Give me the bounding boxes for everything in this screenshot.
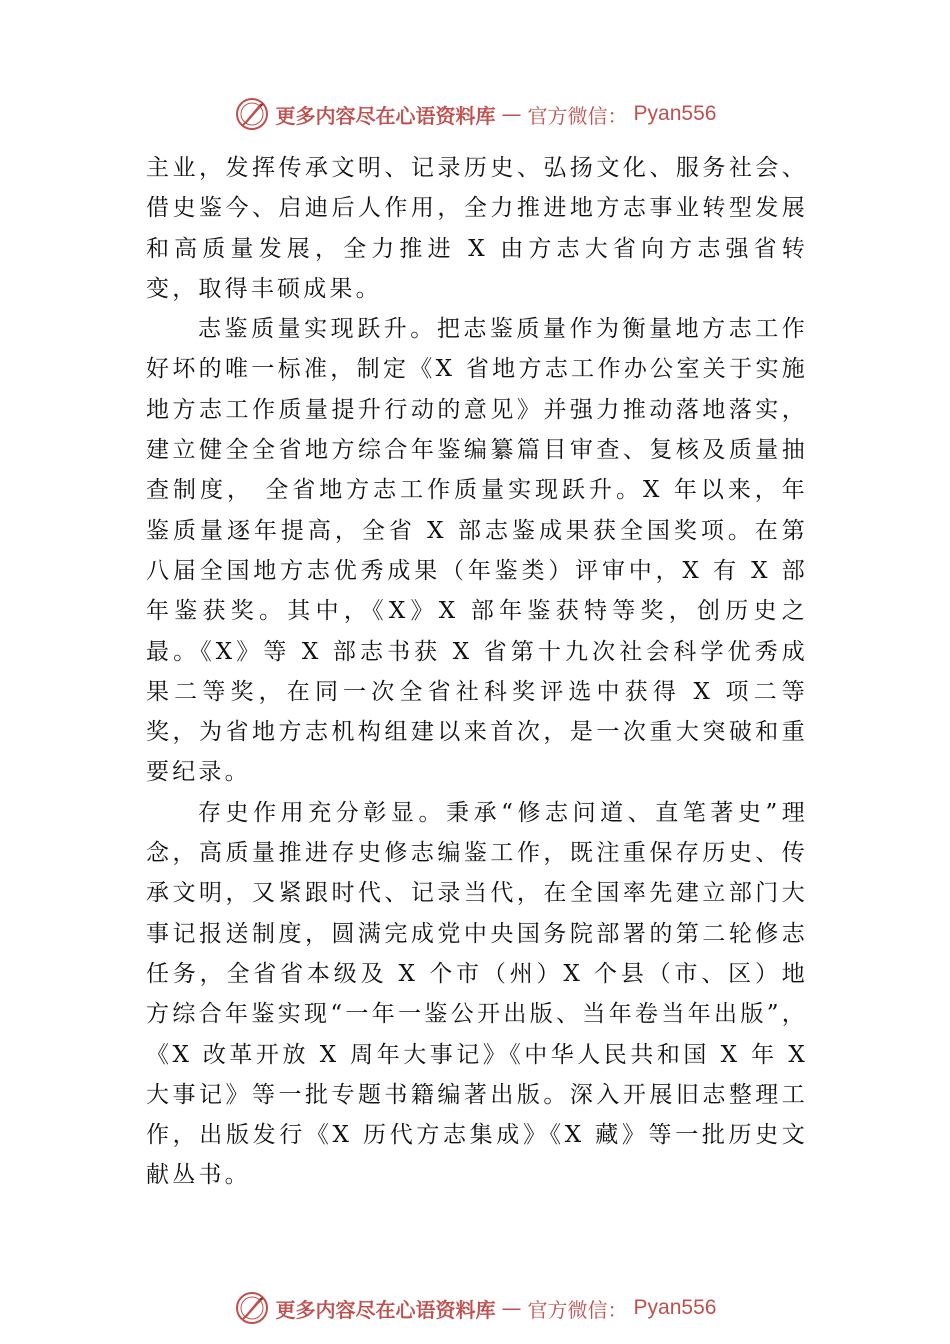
paragraph-2: 志鉴质量实现跃升。把志鉴质量作为衡量地方志工作好坏的唯一标准，制定《X 省地方志工作办公室关于实施地方志工作质量提升行动的意见》并强力推动落地落实，建立健全全省地方综合年鉴编纂篇目审查、复核及质量抽查制度， 全省地方志工作质量实现跃升。X 年以来，年鉴质量逐年提高，全省 X 部志鉴成果获全国奖项。在第八届全国地方志优秀成果（年鉴类）评审中，X 有 X 部年鉴获奖。其中，《X》X 部年鉴获特等奖，创历史之最。《X》等 X 部志书获 X 省第十九次社会科学优秀成果二等奖，在同一次全省社科奖评选中获得 X 项二等奖，为省地方志机构组建以来首次，是一次重大突破和重要纪录。 [146, 316, 808, 786]
paragraph-1: 主业，发挥传承文明、记录历史、弘扬文化、服务社会、借史鉴今、启迪后人作用，全力推进地方志事业转型发展和高质量发展，全力推进 X 由方志大省向方志强省转变，取得丰硕成果。 [146, 155, 808, 302]
header-wechat-id: Pyan556 [633, 102, 717, 125]
footer-banner-title: 更多内容尽在心语资料库 [275, 1297, 496, 1322]
quill-logo-icon [234, 96, 270, 132]
footer-banner [0, 1288, 950, 1328]
header-banner-separator: — [501, 102, 522, 126]
document-body [146, 148, 808, 1196]
quill-logo-icon [234, 1290, 270, 1326]
footer-wechat-id: Pyan556 [633, 1296, 717, 1319]
header-banner-title: 更多内容尽在心语资料库 [275, 103, 496, 128]
paragraph-3: 存史作用充分彰显。秉承“修志问道、直笔著史”理念，高质量推进存史修志编鉴工作，既注重保存历史、传承文明，又紧跟时代、记录当代，在全国率先建立部门大事记报送制度，圆满完成党中央国务院部署的第二轮修志任务，全省省本级及 X 个市（州）X 个县（市、区）地方综合年鉴实现“一年一鉴公开出版、当年卷当年出版”，《X 改革开放 X 周年大事记》《中华人民共和国 X 年 X 大事记》等一批专题书籍编著出版。深入开展旧志整理工作，出版发行《X 历代方志集成》《X 藏》等一批历史文献丛书。 [146, 799, 808, 1189]
footer-banner-separator: — [501, 1296, 522, 1320]
header-wechat-label: 官方微信： [527, 103, 628, 128]
footer-wechat-label: 官方微信： [527, 1297, 628, 1322]
header-banner [0, 94, 950, 134]
